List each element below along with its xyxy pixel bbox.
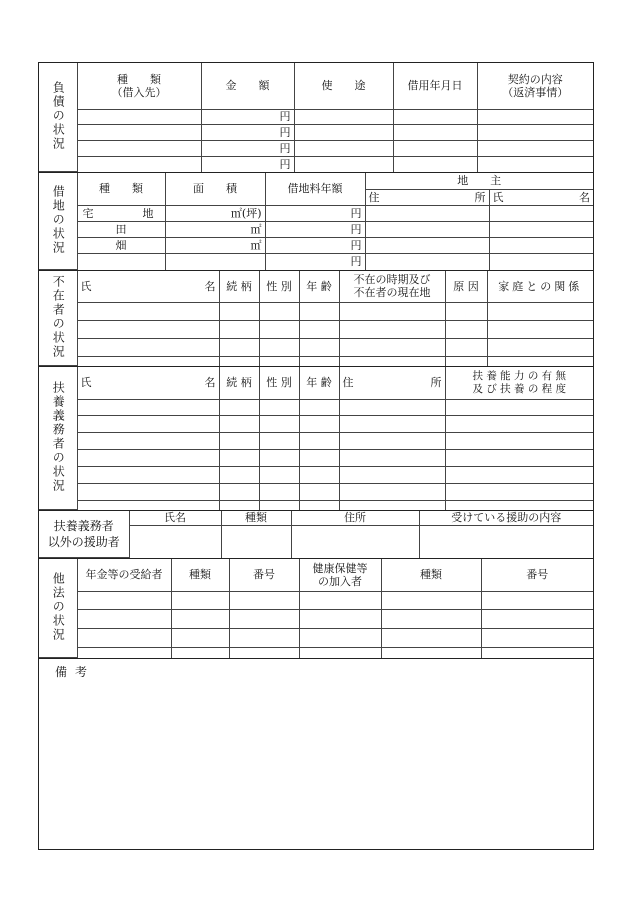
- debt-cell[interactable]: [393, 109, 477, 125]
- remarks-label: 備考: [55, 665, 96, 679]
- other-law-cell[interactable]: [171, 629, 229, 648]
- absent-cell[interactable]: [299, 338, 339, 356]
- absent-cell[interactable]: [299, 356, 339, 365]
- absent-cell[interactable]: [77, 338, 219, 356]
- supporter-cell[interactable]: [299, 467, 339, 484]
- supporter-cell[interactable]: [299, 501, 339, 510]
- absent-cell[interactable]: [339, 338, 445, 356]
- absent-cell[interactable]: [259, 320, 299, 338]
- other-law-header-insured: 健康保健等 の加入者: [299, 559, 381, 591]
- supporter-cell[interactable]: [339, 450, 445, 467]
- other-law-header-number2: 番号: [481, 559, 593, 591]
- supporter-cell[interactable]: [219, 450, 259, 467]
- debt-cell[interactable]: [294, 125, 393, 141]
- other-aid-cell[interactable]: [129, 525, 221, 558]
- debt-header-use: 使 途: [294, 63, 393, 109]
- land-header-owner: 地 主: [365, 173, 593, 189]
- supporter-cell[interactable]: [339, 501, 445, 510]
- supporter-cell[interactable]: [445, 467, 593, 484]
- other-aid-cell[interactable]: [291, 525, 419, 558]
- absent-cell[interactable]: [299, 302, 339, 320]
- absent-cell[interactable]: [77, 302, 219, 320]
- absent-cell[interactable]: [339, 302, 445, 320]
- land-rent-cell[interactable]: 円: [265, 205, 365, 221]
- land-area-cell[interactable]: ㎡: [165, 221, 265, 237]
- other-law-cell[interactable]: [229, 591, 299, 610]
- absent-header-name: 氏 名: [77, 271, 219, 302]
- land-cell[interactable]: [365, 254, 489, 270]
- other-law-cell[interactable]: [229, 629, 299, 648]
- debt-header-date: 借用年月日: [393, 63, 477, 109]
- absent-section: [39, 271, 593, 367]
- supporter-cell[interactable]: [339, 467, 445, 484]
- debt-cell[interactable]: [393, 141, 477, 157]
- land-type-cell: 宅 地: [77, 205, 165, 221]
- land-cell[interactable]: [489, 238, 593, 254]
- other-law-label: 他法の状況: [39, 559, 77, 658]
- remarks-area[interactable]: [39, 659, 593, 849]
- land-area-cell[interactable]: ㎡(坪): [165, 205, 265, 221]
- supporter-header-name: 氏 名: [77, 367, 219, 399]
- land-rent-cell[interactable]: 円: [265, 238, 365, 254]
- supporter-cell[interactable]: [299, 416, 339, 433]
- land-type-cell: 畑: [77, 238, 165, 254]
- supporter-cell[interactable]: [299, 399, 339, 416]
- supporter-cell[interactable]: [259, 416, 299, 433]
- supporter-cell[interactable]: [219, 467, 259, 484]
- supporter-header-ability: 扶 養 能 力 の 有 無 及 び 扶 養 の 程 度: [445, 367, 593, 399]
- land-cell[interactable]: [489, 205, 593, 221]
- land-cell[interactable]: [365, 221, 489, 237]
- absent-cell[interactable]: [487, 356, 593, 365]
- absent-cell[interactable]: [77, 356, 219, 365]
- other-aid-header-type: 種類: [221, 511, 291, 525]
- other-law-cell[interactable]: [381, 610, 481, 629]
- supporter-cell[interactable]: [219, 501, 259, 510]
- other-law-cell[interactable]: [381, 629, 481, 648]
- debt-header-amount: 金 額: [201, 63, 294, 109]
- debt-cell[interactable]: [77, 141, 201, 157]
- other-law-cell[interactable]: [299, 610, 381, 629]
- other-law-header-number1: 番号: [229, 559, 299, 591]
- absent-cell[interactable]: [339, 356, 445, 365]
- other-law-cell[interactable]: [299, 591, 381, 610]
- debt-section: [39, 63, 593, 173]
- absent-cell[interactable]: [77, 320, 219, 338]
- absent-cell[interactable]: [445, 302, 487, 320]
- debt-amount-cell[interactable]: 円: [201, 109, 294, 125]
- supporter-cell[interactable]: [219, 484, 259, 501]
- other-law-cell[interactable]: [229, 648, 299, 658]
- land-header-area: 面 積: [165, 173, 265, 205]
- other-aid-label: 扶養義務者 以外の援助者: [39, 511, 129, 558]
- absent-label: 不在者の状況: [39, 271, 77, 366]
- other-law-header-type2: 種類: [381, 559, 481, 591]
- supporter-cell[interactable]: [339, 416, 445, 433]
- other-law-cell[interactable]: [171, 610, 229, 629]
- debt-cell[interactable]: [393, 156, 477, 171]
- debt-cell[interactable]: [477, 156, 593, 171]
- other-law-cell[interactable]: [381, 648, 481, 658]
- debt-cell[interactable]: [77, 109, 201, 125]
- absent-header-family: 家庭との関係: [487, 271, 593, 302]
- supporter-header-sex: 性 別: [259, 367, 299, 399]
- supporter-cell[interactable]: [77, 433, 219, 450]
- absent-cell[interactable]: [219, 302, 259, 320]
- absent-cell[interactable]: [445, 356, 487, 365]
- other-law-cell[interactable]: [77, 610, 171, 629]
- supporter-cell[interactable]: [339, 484, 445, 501]
- other-law-cell[interactable]: [229, 610, 299, 629]
- land-cell[interactable]: [365, 205, 489, 221]
- other-law-cell[interactable]: [481, 629, 593, 648]
- other-law-section: [39, 559, 593, 659]
- debt-amount-cell[interactable]: 円: [201, 125, 294, 141]
- absent-cell[interactable]: [445, 338, 487, 356]
- supporter-cell[interactable]: [339, 433, 445, 450]
- other-aid-header-address: 住所: [291, 511, 419, 525]
- absent-header-sex: 性 別: [259, 271, 299, 302]
- absent-cell[interactable]: [299, 320, 339, 338]
- debt-cell[interactable]: [77, 125, 201, 141]
- land-cell[interactable]: [365, 238, 489, 254]
- land-header-rent: 借地料年額: [265, 173, 365, 205]
- other-law-cell[interactable]: [481, 648, 593, 658]
- land-type-cell[interactable]: [77, 254, 165, 270]
- supporter-cell[interactable]: [259, 450, 299, 467]
- debt-cell[interactable]: [294, 141, 393, 157]
- supporter-cell[interactable]: [77, 450, 219, 467]
- debt-cell[interactable]: [294, 156, 393, 171]
- absent-cell[interactable]: [259, 302, 299, 320]
- supporter-label: 扶養義務者の状況: [39, 367, 77, 510]
- supporter-cell[interactable]: [299, 450, 339, 467]
- land-header-name: 氏 名: [489, 189, 593, 205]
- other-law-cell[interactable]: [171, 591, 229, 610]
- form-frame: [38, 62, 594, 850]
- debt-cell[interactable]: [477, 125, 593, 141]
- land-section: [39, 173, 593, 271]
- other-law-cell[interactable]: [77, 648, 171, 658]
- absent-cell[interactable]: [487, 338, 593, 356]
- land-area-cell[interactable]: [165, 254, 265, 270]
- supporter-cell[interactable]: [339, 399, 445, 416]
- debt-amount-cell[interactable]: 円: [201, 141, 294, 157]
- supporter-cell[interactable]: [219, 416, 259, 433]
- debt-header-contract: 契約の内容 （返済事情）: [477, 63, 593, 109]
- absent-cell[interactable]: [219, 356, 259, 365]
- land-cell[interactable]: [489, 221, 593, 237]
- supporter-cell[interactable]: [445, 399, 593, 416]
- absent-cell[interactable]: [487, 302, 593, 320]
- other-law-cell[interactable]: [481, 591, 593, 610]
- supporter-cell[interactable]: [445, 433, 593, 450]
- supporter-cell[interactable]: [77, 484, 219, 501]
- other-law-cell[interactable]: [171, 648, 229, 658]
- other-law-cell[interactable]: [299, 648, 381, 658]
- absent-header-age: 年 齢: [299, 271, 339, 302]
- land-label: 借地の状況: [39, 173, 77, 270]
- other-law-cell[interactable]: [299, 629, 381, 648]
- supporter-cell[interactable]: [445, 450, 593, 467]
- supporter-cell[interactable]: [77, 467, 219, 484]
- other-law-header-type1: 種類: [171, 559, 229, 591]
- supporter-cell[interactable]: [219, 399, 259, 416]
- other-law-cell[interactable]: [381, 591, 481, 610]
- other-aid-cell[interactable]: [221, 525, 291, 558]
- supporter-cell[interactable]: [77, 501, 219, 510]
- supporter-header-age: 年 齢: [299, 367, 339, 399]
- other-law-cell[interactable]: [77, 629, 171, 648]
- other-law-cell[interactable]: [481, 610, 593, 629]
- supporter-cell[interactable]: [219, 433, 259, 450]
- land-rent-cell[interactable]: 円: [265, 221, 365, 237]
- absent-header-cause: 原 因: [445, 271, 487, 302]
- supporter-cell[interactable]: [445, 484, 593, 501]
- supporter-cell[interactable]: [299, 433, 339, 450]
- supporter-cell[interactable]: [77, 399, 219, 416]
- land-rent-cell[interactable]: 円: [265, 254, 365, 270]
- supporter-section: [39, 367, 593, 511]
- supporter-cell[interactable]: [299, 484, 339, 501]
- debt-cell[interactable]: [477, 109, 593, 125]
- absent-header-relation: 続 柄: [219, 271, 259, 302]
- supporter-cell[interactable]: [259, 399, 299, 416]
- supporter-cell[interactable]: [259, 433, 299, 450]
- other-aid-section: [39, 511, 593, 559]
- absent-header-period: 不在の時期及び 不在者の現在地: [339, 271, 445, 302]
- absent-cell[interactable]: [445, 320, 487, 338]
- other-law-cell[interactable]: [77, 591, 171, 610]
- absent-cell[interactable]: [219, 338, 259, 356]
- supporter-cell[interactable]: [259, 501, 299, 510]
- supporter-cell[interactable]: [259, 467, 299, 484]
- debt-amount-cell[interactable]: 円: [201, 156, 294, 171]
- supporter-cell[interactable]: [445, 501, 593, 510]
- debt-cell[interactable]: [294, 109, 393, 125]
- debt-cell[interactable]: [477, 141, 593, 157]
- absent-cell[interactable]: [259, 356, 299, 365]
- other-aid-cell[interactable]: [419, 525, 593, 558]
- absent-cell[interactable]: [219, 320, 259, 338]
- land-type-cell: 田: [77, 221, 165, 237]
- debt-header-type: 種 類 （借入先）: [77, 63, 201, 109]
- absent-cell[interactable]: [339, 320, 445, 338]
- land-header-address: 住 所: [365, 189, 489, 205]
- debt-cell[interactable]: [77, 156, 201, 171]
- other-aid-header-content: 受けている援助の内容: [419, 511, 593, 525]
- land-area-cell[interactable]: ㎡: [165, 238, 265, 254]
- other-law-header-pension: 年金等の受給者: [77, 559, 171, 591]
- supporter-header-address: 住 所: [339, 367, 445, 399]
- supporter-cell[interactable]: [445, 416, 593, 433]
- supporter-cell[interactable]: [77, 416, 219, 433]
- absent-cell[interactable]: [259, 338, 299, 356]
- other-aid-header-name: 氏名: [129, 511, 221, 525]
- land-cell[interactable]: [489, 254, 593, 270]
- supporter-header-relation: 続 柄: [219, 367, 259, 399]
- land-header-type: 種 類: [77, 173, 165, 205]
- debt-label: 負債の状況: [39, 63, 77, 172]
- absent-cell[interactable]: [487, 320, 593, 338]
- debt-cell[interactable]: [393, 125, 477, 141]
- supporter-cell[interactable]: [259, 484, 299, 501]
